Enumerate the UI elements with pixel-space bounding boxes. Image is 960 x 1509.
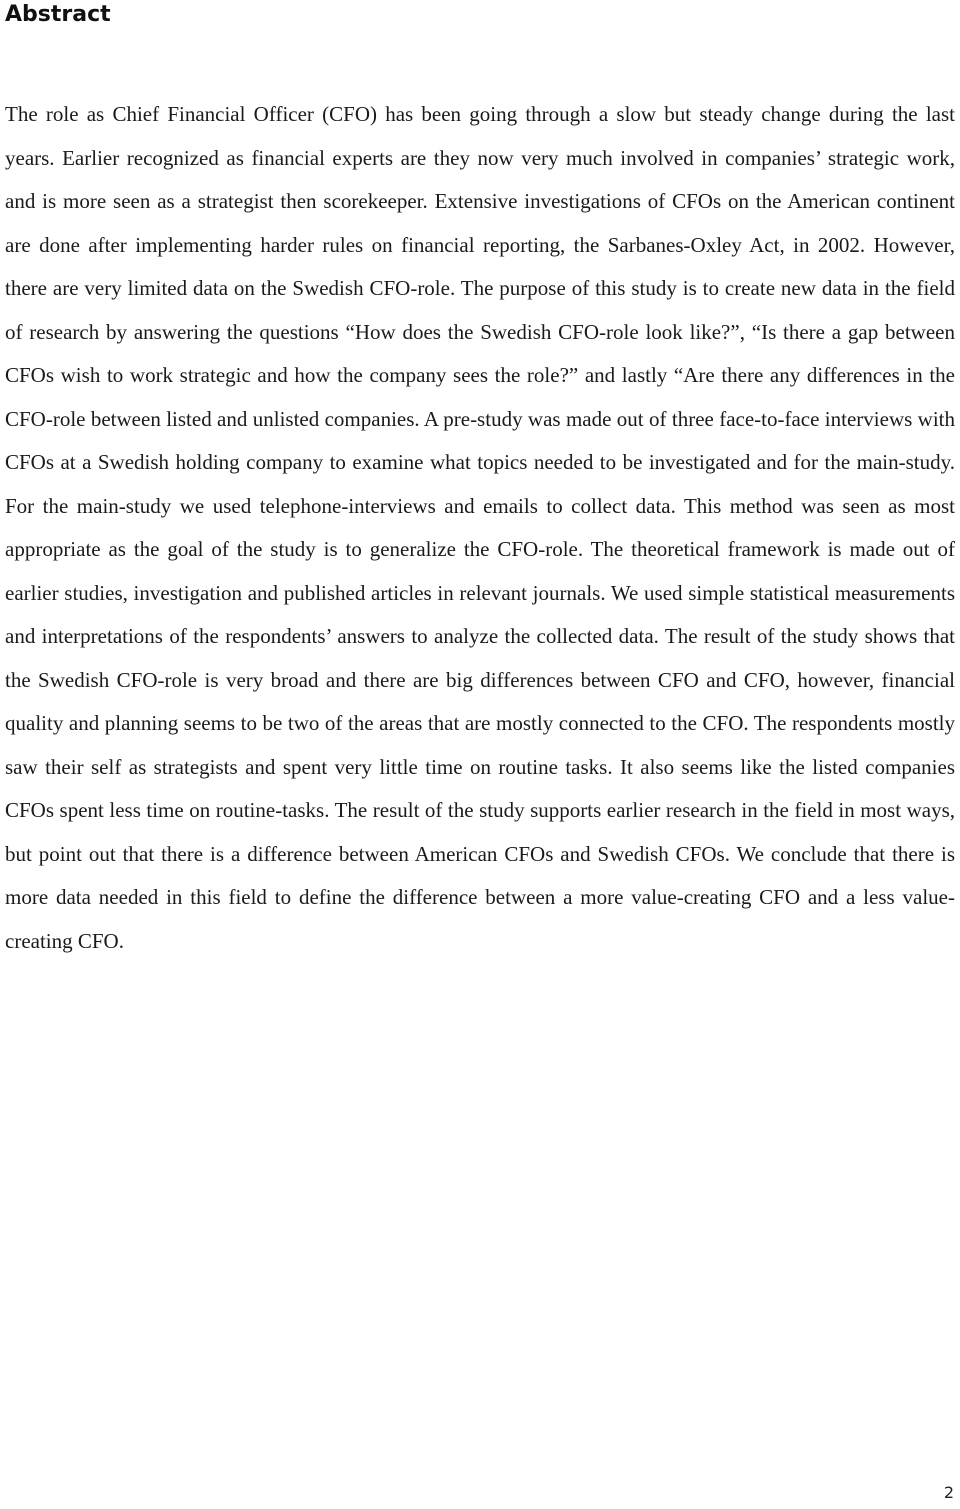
abstract-paragraph: The role as Chief Financial Officer (CFO) has been going through a slow but steady change during the last years. Earlier recognized as financial experts are they now very much involved in companies’ strategic work, and is more seen as a strategist then scorekeeper. Extensive investigations of CFOs on the American continent are done after implementing harder rules on financial reporting, the Sarbanes-Oxley Act, in 2002. However, there are very limited data on the Swedish CFO-role. The purpose of this study is to create new data in the field of research by answering the questions “How does the Swedish CFO-role look like?”, “Is there a gap between CFOs wish to work strategic and how the company sees the role?” and lastly “Are there any differences in the CFO-role between listed and unlisted companies. A pre-study was made out of three face-to-face interviews with CFOs at a Swedish holding company to examine what topics needed to be investigated and for the main-study. For the main-study we used telephone-interviews and emails to collect data. This method was seen as most appropriate as the goal of the study is to generalize the CFO-role. The theoretical framework is made out of earlier studies, investigation and published articles in relevant journals. We used simple statistical measurements and interpretations of the respondents’ answers to analyze the collected data. The result of the study shows that the Swedish CFO-role is very broad and there are big differences between CFO and CFO, however, financial quality and planning seems to be two of the areas that are mostly connected to the CFO. The respondents mostly saw their self as strategists and spent very little time on routine tasks. It also seems like the listed companies CFOs spent less time on routine-tasks. The result of the study supports earlier research in the field in most ways, but point out that there is a difference between American CFOs and Swedish CFOs. We conclude that there is more data needed in this field to define the difference between a more value-creating CFO and a less value-creating CFO. — [5, 102, 955, 953]
section-heading: Abstract — [5, 2, 111, 27]
page-number: 2 — [943, 1483, 954, 1502]
